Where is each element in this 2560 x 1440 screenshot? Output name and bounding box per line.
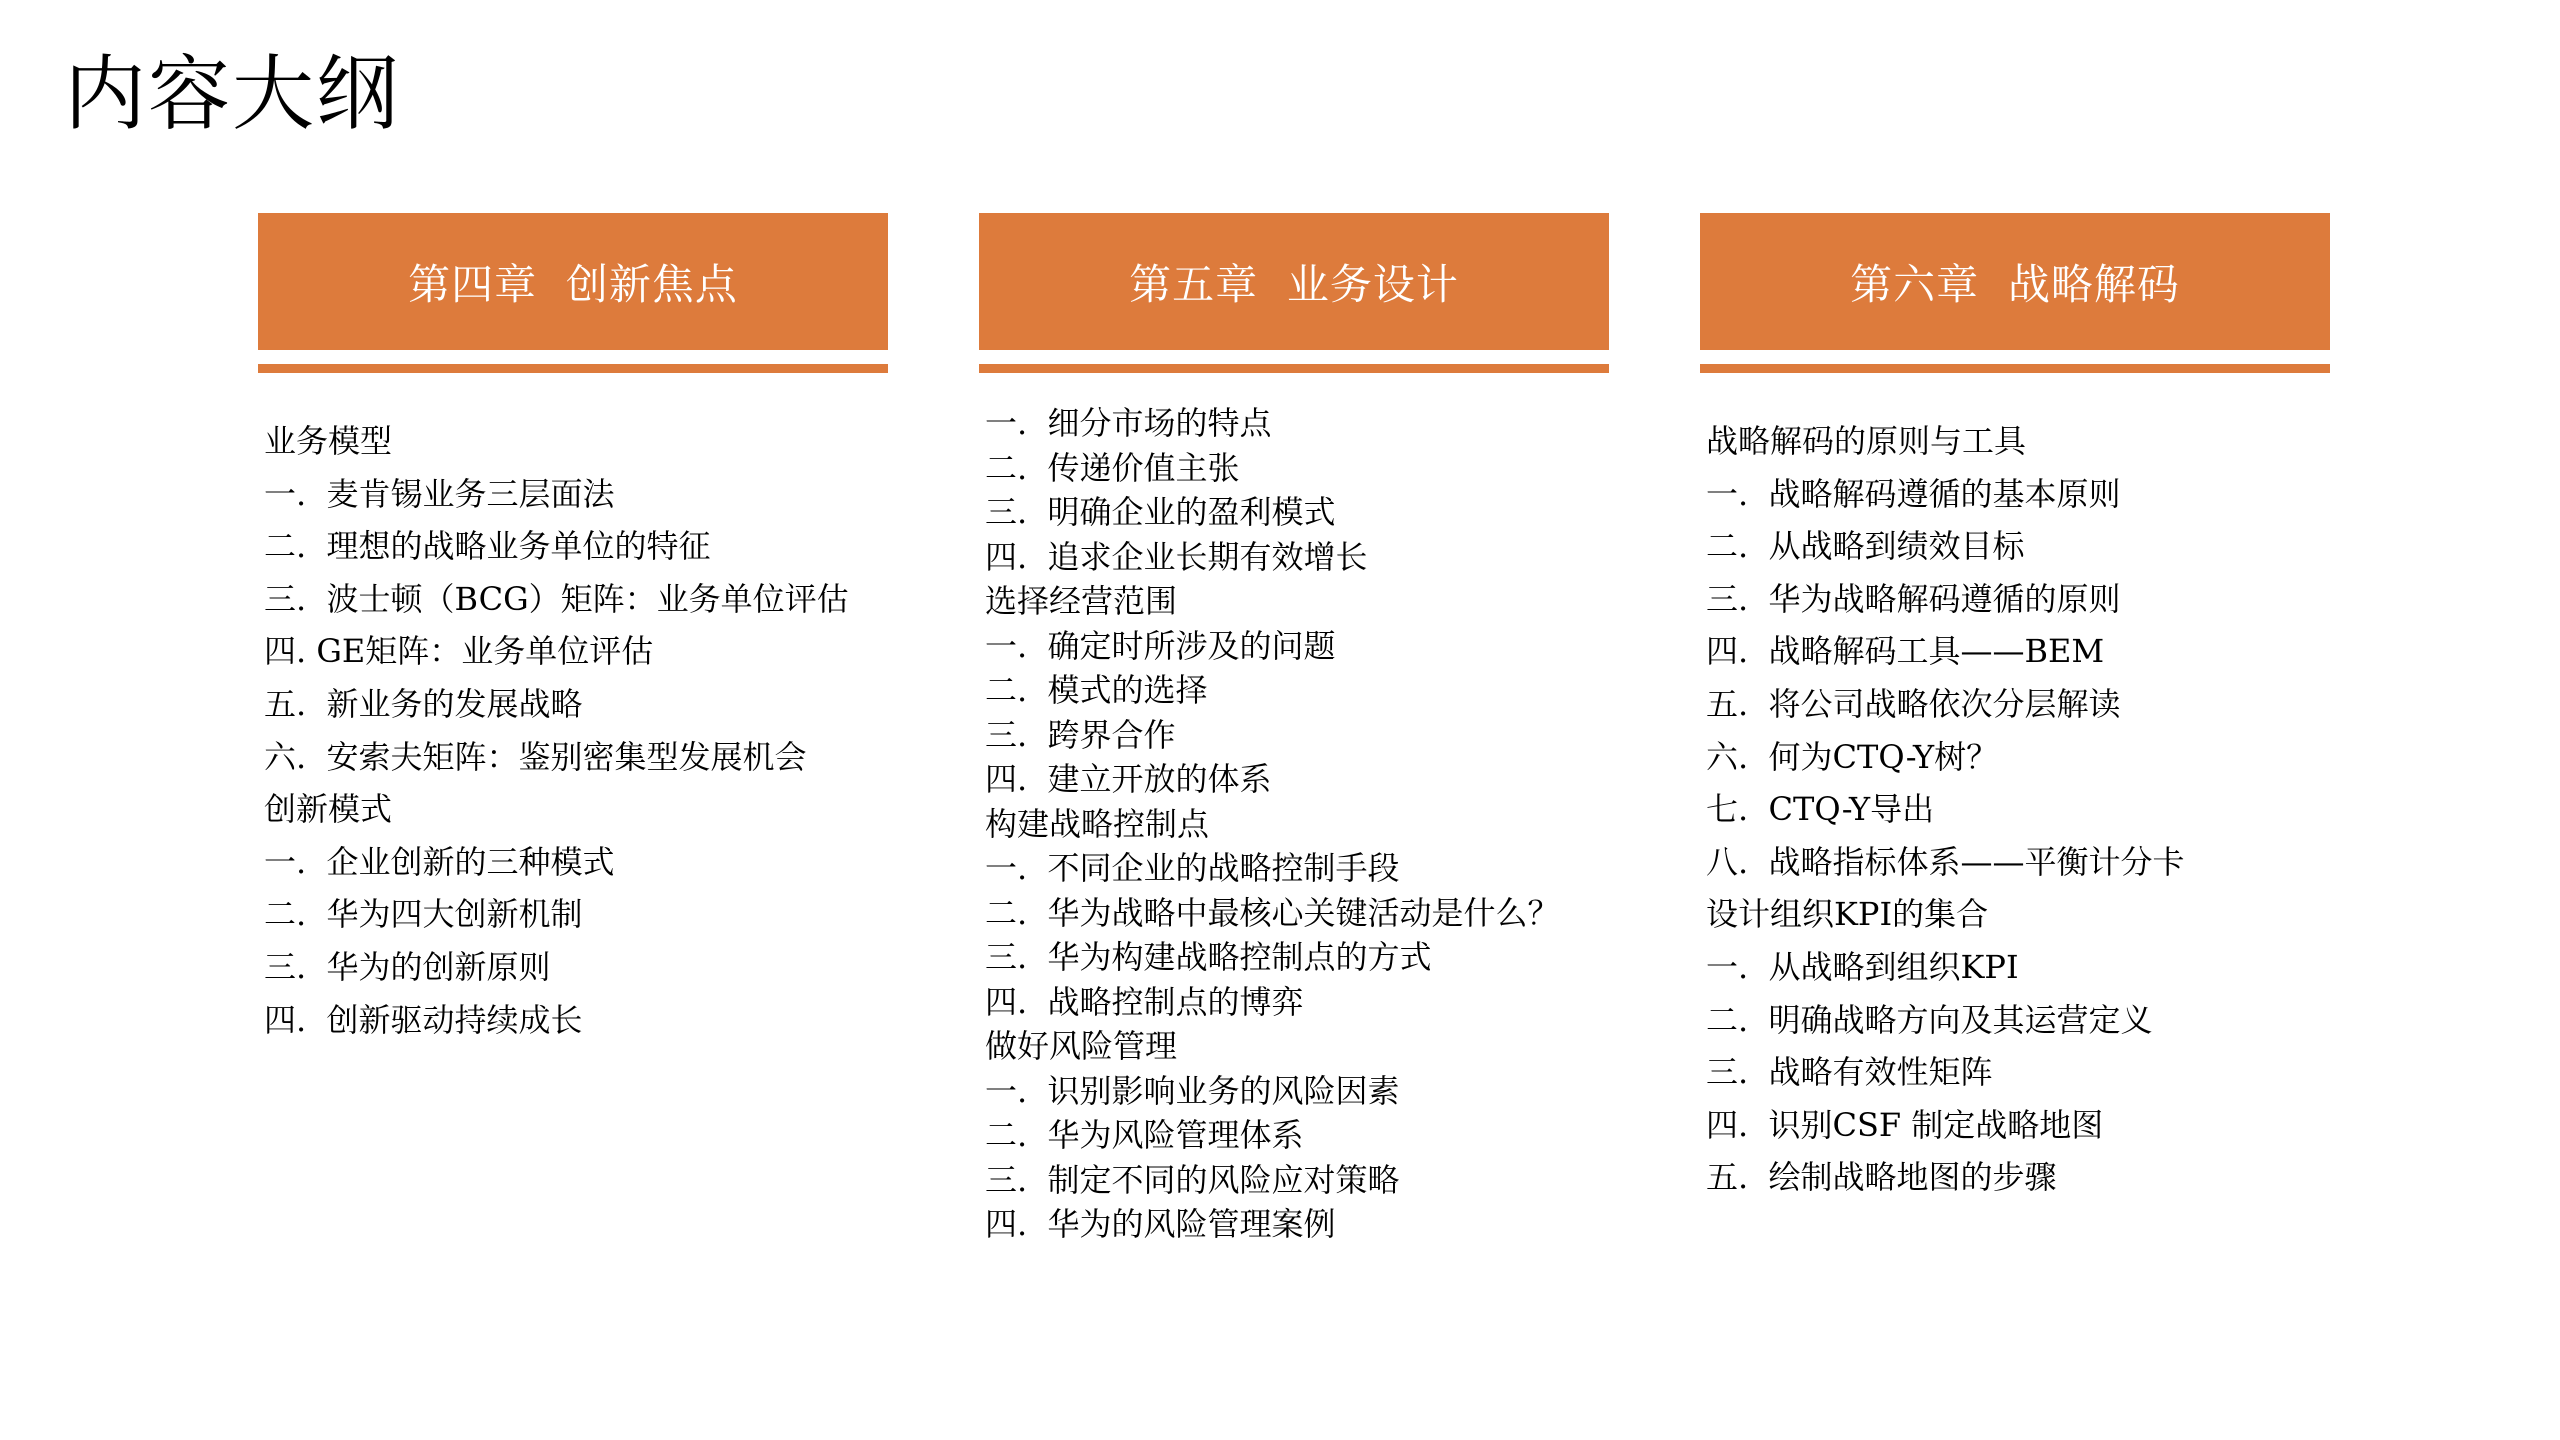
outline-item: 三. 制定不同的风险应对策略 bbox=[985, 1160, 1400, 1199]
header-divider bbox=[979, 364, 1609, 373]
outline-item: 八. 战略指标体系——平衡计分卡 bbox=[1706, 842, 2185, 881]
outline-list bbox=[979, 401, 1609, 1247]
outline-item: 一. 识别影响业务的风险因素 bbox=[985, 1071, 1400, 1110]
outline-list bbox=[1700, 415, 2330, 1204]
outline-item: 三. 明确企业的盈利模式 bbox=[985, 493, 1336, 531]
outline-item: 二. 华为风险管理体系 bbox=[985, 1116, 1304, 1154]
outline-item: 一. 从战略到组织KPI bbox=[1706, 947, 2019, 986]
outline-item: 做好风险管理 bbox=[985, 1027, 1178, 1065]
outline-item: 三. 波士顿（BCG）矩阵：业务单位评估 bbox=[264, 579, 849, 618]
outline-item: 三. 跨界合作 bbox=[985, 715, 1176, 754]
outline-item: 设计组织KPI的集合 bbox=[1706, 895, 1989, 934]
outline-item: 五. 绘制战略地图的步骤 bbox=[1706, 1158, 2057, 1197]
outline-item: 创新模式 bbox=[264, 790, 393, 829]
outline-item: 三. 华为的创新原则 bbox=[264, 947, 551, 986]
outline-item: 战略解码的原则与工具 bbox=[1706, 422, 2027, 460]
outline-item: 一. 确定时所涉及的问题 bbox=[985, 626, 1336, 665]
outline-item: 三. 华为构建战略控制点的方式 bbox=[985, 938, 1432, 976]
outline-item: 二. 传递价值主张 bbox=[985, 448, 1240, 487]
header-divider bbox=[1700, 364, 2330, 373]
outline-item: 一. 企业创新的三种模式 bbox=[264, 842, 615, 881]
chapter-column-4 bbox=[258, 213, 888, 1046]
outline-item: 二. 华为战略中最核心关键活动是什么？ bbox=[985, 893, 1560, 932]
outline-item: 六. 何为CTQ-Y树？ bbox=[1706, 737, 1999, 776]
outline-item: 四. GE矩阵：业务单位评估 bbox=[264, 632, 654, 671]
outline-item: 三. 华为战略解码遵循的原则 bbox=[1706, 579, 2121, 618]
chapter-header: 第四章 创新焦点 bbox=[258, 213, 888, 350]
outline-item: 四. 华为的风险管理案例 bbox=[985, 1205, 1336, 1243]
outline-item: 二. 华为四大创新机制 bbox=[264, 895, 583, 934]
outline-item: 一. 战略解码遵循的基本原则 bbox=[1706, 474, 2121, 513]
chapter-column-6 bbox=[1700, 213, 2330, 1204]
outline-item: 四. 追求企业长期有效增长 bbox=[985, 537, 1368, 576]
outline-item: 一. 不同企业的战略控制手段 bbox=[985, 849, 1400, 887]
outline-item: 四. 战略控制点的博弈 bbox=[985, 982, 1304, 1021]
outline-item: 二. 明确战略方向及其运营定义 bbox=[1706, 1000, 2153, 1039]
outline-item: 六. 安索夫矩阵：鉴别密集型发展机会 bbox=[264, 737, 807, 776]
outline-item: 四. 建立开放的体系 bbox=[985, 760, 1272, 798]
outline-item: 业务模型 bbox=[264, 422, 393, 460]
outline-item: 四. 战略解码工具——BEM bbox=[1706, 632, 2105, 671]
outline-item: 七. CTQ-Y导出 bbox=[1706, 790, 1935, 829]
page-title: 内容大纲 bbox=[64, 47, 401, 142]
outline-item: 二. 理想的战略业务单位的特征 bbox=[264, 527, 711, 566]
chapter-column-5 bbox=[979, 213, 1609, 1247]
outline-item: 选择经营范围 bbox=[985, 582, 1178, 620]
header-divider bbox=[258, 364, 888, 373]
chapter-header: 第五章 业务设计 bbox=[979, 213, 1609, 350]
outline-item: 四. 创新驱动持续成长 bbox=[264, 1000, 583, 1039]
outline-item: 构建战略控制点 bbox=[985, 804, 1210, 843]
outline-item: 一. 麦肯锡业务三层面法 bbox=[264, 474, 615, 513]
outline-item: 五. 将公司战略依次分层解读 bbox=[1706, 684, 2121, 723]
outline-item: 一. 细分市场的特点 bbox=[985, 404, 1272, 442]
outline-item: 二. 模式的选择 bbox=[985, 671, 1208, 709]
outline-item: 五. 新业务的发展战略 bbox=[264, 684, 583, 723]
outline-item: 三. 战略有效性矩阵 bbox=[1706, 1053, 1993, 1092]
outline-item: 二. 从战略到绩效目标 bbox=[1706, 527, 2025, 566]
outline-list bbox=[258, 415, 888, 1046]
chapter-header: 第六章 战略解码 bbox=[1700, 213, 2330, 350]
outline-item: 四. 识别CSF 制定战略地图 bbox=[1706, 1105, 2104, 1144]
